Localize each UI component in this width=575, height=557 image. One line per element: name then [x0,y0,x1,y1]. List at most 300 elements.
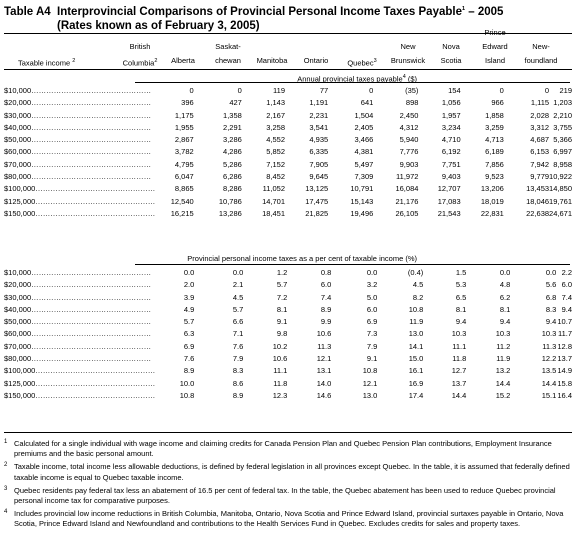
table-cell: 9.4 [561,304,572,314]
table-cell: 11.7 [557,329,572,339]
table-cell: 11.9 [409,317,424,327]
table-cell: 1,203 [553,98,572,108]
table-cell: 15.2 [495,390,511,400]
footnote-text: Calculated for a single individual with wage income and claiming credits for Canada Pension Plan and Quebec Pension Plan contributions, Employment Insurance premiums and the basic personal amount. [14,439,552,459]
table-cell: 8,286 [223,184,242,194]
table-cell: 19,496 [350,208,374,218]
income-label: $10,000………………………………………… [4,86,152,95]
table-cell: 13.0 [362,390,378,400]
table-cell: 12.3 [272,390,288,400]
table-cell: 2,028 [530,110,550,120]
table-cell: 5,366 [553,135,572,145]
table-cell: 898 [405,98,419,108]
footnote [4,486,570,506]
income-label: $70,000………………………………………… [4,341,152,351]
table-cell: 15,143 [350,196,374,206]
table-cell: 4.8 [499,280,511,290]
footnote-text: Includes provincial low income reductions in British Columbia, Manitoba, Ontario, Nova Scotia and Prince Edward Island, provincial surtaxes payable in Ontario, Nova Scotia, Prince Edward Island and Newfoundland and contributions to the Health Services Fund in Quebec. Excludes credits for sales and property taxes. [14,509,564,529]
table-cell: 2,405 [354,122,374,132]
table-cell: 22,638 [526,208,550,218]
table-cell: 4,286 [223,147,242,157]
table-cell: 2,291 [223,122,242,132]
table-cell: 26,105 [395,208,419,218]
taxes-payable-table [4,85,572,220]
table-cell: 0 [544,86,550,95]
table-cell: 10.6 [316,329,332,339]
table-row [4,353,572,365]
table-cell: 11.9 [496,354,511,364]
section1-underline [135,82,570,83]
table-cell: 6.6 [232,317,244,327]
title-footnote-mark: 1 [461,6,466,12]
footnote [4,509,570,529]
table-cell: 16.9 [408,378,424,388]
table-cell: 9,779 [530,172,550,182]
column-header-line: Edward [482,42,508,51]
table-row [4,328,572,340]
column-header-line: Manitoba [256,56,288,65]
table-row [4,304,572,316]
income-label: $150,000………………………………………… [4,208,156,218]
table-cell: 3,259 [485,122,504,132]
table-row [4,341,572,353]
table-cell: 8.3 [545,304,557,314]
table-cell: 7.3 [366,329,378,339]
table-cell: 7,152 [266,159,286,169]
table-cell: 8.9 [183,366,195,376]
table-id: Table A4 [4,5,51,18]
table-cell: 4,935 [309,135,329,145]
table-cell: 15.1 [541,390,557,400]
section1-band [4,72,572,84]
table-cell: 8.9 [232,390,244,400]
table-cell: 1.2 [276,268,288,277]
table-cell: 11.3 [542,341,557,351]
table-cell: 8.9 [320,304,332,314]
table-cell: 12.2 [541,354,557,364]
table-cell: 6,189 [485,147,504,157]
table-cell: 4.5 [412,280,424,290]
income-label: $10,000………………………………………… [4,268,152,277]
table-cell: 1,143 [266,98,286,108]
taxes-percent-table [4,267,572,402]
column-header-line: Columbia$^2$ [122,58,158,68]
table-cell: 2.0 [183,280,195,290]
table-cell: 8,958 [553,159,572,169]
table-cell: 4.5 [232,292,244,302]
table-cell: 0 [499,86,504,95]
income-label: $70,000………………………………………… [4,159,152,169]
table-cell: 10.8 [362,366,378,376]
table-cell: 8.6 [232,378,244,388]
table-cell: (35) [405,86,419,95]
table-cell: 9,903 [399,159,419,169]
table-cell: 14,850 [549,184,572,194]
footnotes [4,439,570,533]
table-cell: 119 [273,86,286,95]
column-header-line: Quebec$^3$ [347,58,377,68]
table-row [4,134,572,146]
row-label-header: Taxable income $^2$ [18,58,76,68]
table-row [4,279,572,291]
column-header-line: foundland [524,56,558,65]
table-cell: 8.1 [499,304,511,314]
table-cell: 1,957 [441,110,461,120]
income-label: $100,000………………………………………… [4,366,156,376]
table-cell: 13,125 [305,184,329,194]
table-cell: 7.9 [366,341,378,351]
table-cell: 6,153 [530,147,550,157]
table-cell: 6,047 [174,172,194,182]
table-cell: 5.6 [545,280,557,290]
footnote-text: Taxable income, total income less allowable deductions, is defined by federal legislation in all provinces except Quebec. In the table, it is assumed that federally defined taxable income is equal to Quebec taxable income. [14,462,570,482]
table-cell: (0.4) [407,268,424,277]
table-cell: 14.4 [495,378,511,388]
footnote [4,462,570,482]
table-row [4,292,572,304]
table-cell: 14.9 [557,366,572,376]
table-cell: 12,707 [437,184,461,194]
table-cell: 22,831 [480,208,504,218]
table-cell: 17.4 [408,390,424,400]
table-cell: 14,701 [262,196,286,206]
table-row [4,183,572,195]
table-cell: 3,286 [223,135,242,145]
table-row [4,267,572,279]
title-year: – 2005 [465,5,504,18]
table-cell: 5.3 [455,280,467,290]
table-cell: 13,453 [526,184,550,194]
column-header-line: British [129,42,151,51]
footnote-mark: 4 [4,509,8,516]
footnote [4,439,570,459]
table-cell: 0.0 [499,268,511,277]
table-cell: 0 [237,86,242,95]
table-cell: 5.7 [276,280,288,290]
section2-underline [135,264,570,265]
table-cell: 8.3 [232,366,244,376]
income-label: $100,000………………………………………… [4,184,156,194]
table-cell: 2.1 [232,280,244,290]
income-label: $125,000………………………………………… [4,378,156,388]
table-row [4,85,572,97]
table-cell: 9.1 [276,317,288,327]
table-cell: 4,795 [174,159,194,169]
table-cell: 9,645 [309,172,329,182]
table-row [4,316,572,328]
table-cell: 7,751 [441,159,461,169]
table-cell: 13.5 [541,366,557,376]
table-cell: 6.9 [366,317,378,327]
table-cell: 7,309 [354,172,374,182]
table-cell: 6.8 [545,292,557,302]
column-header-line: Ontario [303,56,329,65]
table-cell: 7,942 [530,159,550,169]
table-cell: 21,176 [395,196,419,206]
column-header-line: New- [532,42,550,51]
table-cell: 5.7 [232,304,244,314]
footnote-text: Quebec residents pay federal tax less an abatement of 16.5 per cent of federal tax. In the table, the Quebec abatement has been used to reduce Quebec provincial personal income tax for comparative purposes. [14,485,556,506]
table-cell: 4,687 [530,135,550,145]
table-cell: 8.1 [455,304,467,314]
table-cell: 9.4 [455,317,467,327]
table-cell: 396 [181,98,194,108]
table-cell: 8.1 [276,304,288,314]
section2-band [4,254,572,266]
table-row [4,171,572,183]
table-cell: 21,543 [437,208,461,218]
table-cell: 7.2 [276,292,288,302]
table-cell: 9,403 [441,172,461,182]
table-cell: 6.0 [366,304,378,314]
table-cell: 9,523 [485,172,504,182]
table-cell: 9.1 [366,354,378,364]
table-row [4,110,572,122]
table-cell: 13,206 [480,184,504,194]
income-label: $150,000………………………………………… [4,390,156,400]
table-cell: 0 [369,86,374,95]
table-cell: 4,381 [354,147,374,157]
table-cell: 0.8 [320,268,332,277]
table-cell: 13.7 [557,354,572,364]
table-cell: 12,540 [170,196,194,206]
column-header-line: Alberta [171,56,195,65]
table-cell: 1,175 [174,110,194,120]
table-cell: 7,776 [399,147,419,157]
income-label: $20,000………………………………………… [4,280,152,290]
table-cell: 13.1 [316,366,332,376]
table-row [4,196,572,208]
table-cell: 4,552 [266,135,286,145]
table-cell: 7,856 [485,159,504,169]
footnote-mark: 2 [4,462,8,469]
column-header-line: Nova [442,42,460,51]
table-cell: 2,231 [309,110,329,120]
table-cell: 11,972 [396,172,419,182]
table-cell: 427 [229,98,242,108]
income-label: $30,000………………………………………… [4,292,152,302]
table-cell: 16,215 [170,208,194,218]
table-cell: 17,475 [305,196,329,206]
table-cell: 10,922 [549,172,572,182]
table-cell: 6.3 [183,329,195,339]
table-cell: 10.7 [557,317,572,327]
table-cell: 10.3 [451,329,467,339]
table-cell: 16,084 [395,184,419,194]
table-cell: 6.5 [455,292,467,302]
table-cell: 2,210 [553,110,572,120]
table-cell: 0.0 [366,268,378,277]
table-cell: 7.6 [183,354,195,364]
table-cell: 2,867 [174,135,194,145]
income-label: $80,000………………………………………… [4,354,152,364]
table-cell: 13.2 [495,366,511,376]
table-cell: 3,466 [354,135,374,145]
table-cell: 10,791 [350,184,374,194]
header-rule [4,69,572,70]
section2-label: Provincial personal income taxes as a per cent of taxable income (%) [187,254,417,263]
table-cell: 0 [189,86,194,95]
table-subtitle: (Rates known as of February 3, 2005) [57,19,260,32]
table-row [4,146,572,158]
table-cell: 7.6 [232,341,244,351]
table-cell: 6,335 [309,147,329,157]
table-cell: 1,358 [223,110,242,120]
footnote-mark: 1 [4,439,8,445]
section1-label: Annual provincial taxes payable$^4$ ($) [297,74,417,84]
table-row [4,390,572,402]
table-cell: 3,258 [266,122,286,132]
table-row [4,97,572,109]
table-cell: 7.4 [561,292,572,302]
table-cell: 6.0 [320,280,332,290]
table-cell: 1,115 [530,98,550,108]
table-cell: 10.3 [541,329,557,339]
table-cell: 11.2 [496,341,511,351]
column-header-line: Brunswick [390,56,426,65]
table-cell: 4,710 [441,135,461,145]
table-cell: 6,997 [553,147,572,157]
income-label: $80,000………………………………………… [4,172,152,182]
table-cell: 0.0 [183,268,195,277]
table-cell: 3.9 [183,292,195,302]
table-cell: 9.4 [499,317,511,327]
table-cell: 10.2 [272,341,288,351]
table-cell: 7,905 [309,159,329,169]
table-cell: 7.9 [232,354,244,364]
table-cell: 9.4 [545,317,557,327]
table-row [4,378,572,390]
table-cell: 7.4 [320,292,332,302]
table-title-text: Interprovincial Comparisons of Provincial Personal Income Taxes Payable [57,5,462,18]
table-cell: 3,755 [553,122,572,132]
table-title [4,2,503,33]
table-cell: 5,940 [399,135,419,145]
table-cell: 16.1 [408,366,424,376]
table-cell: 19,761 [549,196,572,206]
column-header [511,40,571,68]
table-cell: 11.8 [273,378,288,388]
income-label: $50,000………………………………………… [4,135,152,145]
table-cell: 13,286 [218,208,242,218]
table-cell: 0.0 [545,268,557,277]
income-label: $40,000………………………………………… [4,304,152,314]
table-cell: 4,312 [399,122,419,132]
table-cell: 11.1 [452,341,467,351]
table-cell: 4.9 [183,304,195,314]
table-cell: 10.6 [272,354,288,364]
table-cell: 12.1 [362,378,378,388]
table-cell: 13.7 [451,378,467,388]
table-cell: 18,046 [526,196,550,206]
table-cell: 1,955 [174,122,194,132]
table-cell: 17,083 [437,196,461,206]
table-row [4,159,572,171]
table-cell: 10.3 [495,329,511,339]
income-label: $50,000………………………………………… [4,317,152,327]
table-cell: 11,052 [262,184,286,194]
table-cell: 2,167 [266,110,286,120]
table-cell: 3,782 [174,147,194,157]
table-cell: 9.9 [320,317,332,327]
table-cell: 641 [360,98,374,108]
table-cell: 1,504 [354,110,374,120]
table-cell: 14.1 [408,341,424,351]
income-label: $60,000………………………………………… [4,329,152,339]
table-cell: 154 [448,86,461,95]
table-cell: 11.1 [273,366,288,376]
table-cell: 5,497 [354,159,374,169]
bottom-rule [4,432,572,433]
table-cell: 966 [491,98,504,108]
table-cell: 6.0 [561,280,572,290]
income-label: $30,000………………………………………… [4,110,152,120]
table-cell: 12.8 [557,341,572,351]
table-cell: 6,192 [441,147,461,157]
table-cell: 15.0 [408,354,424,364]
table-cell: 14.4 [541,378,557,388]
table-cell: 5.7 [183,317,195,327]
table-cell: 11.8 [452,354,467,364]
income-label: $125,000………………………………………… [4,196,156,206]
table-cell: 77 [319,86,329,95]
table-cell: 14.6 [316,390,332,400]
table-row [4,365,572,377]
table-cell: 6.2 [499,292,511,302]
column-header-line: Saskat- [215,42,241,51]
table-row [4,208,572,220]
table-cell: 18,019 [480,196,504,206]
table-cell: 2,450 [399,110,419,120]
column-header-line: Scotia [440,56,462,65]
table-cell: 6.9 [183,341,195,351]
table-cell: 8,452 [266,172,286,182]
income-label: $60,000………………………………………… [4,147,152,157]
table-cell: 2.2 [561,268,572,277]
table-cell: 11.3 [317,341,332,351]
table-cell: 10.0 [179,378,195,388]
table-cell: 1,056 [441,98,461,108]
table-cell: 3,312 [530,122,550,132]
table-cell: 10.8 [408,304,424,314]
income-label: $40,000………………………………………… [4,122,152,132]
table-cell: 21,825 [305,208,329,218]
table-cell: 1,858 [485,110,504,120]
table-cell: 4,713 [485,135,504,145]
column-header-line: New [400,42,416,51]
table-cell: 219 [559,86,572,95]
table-cell: 5,852 [266,147,286,157]
table-cell: 3,541 [309,122,329,132]
table-cell: 24,671 [549,208,572,218]
table-cell: 8.2 [412,292,424,302]
table-cell: 10,786 [218,196,242,206]
table-cell: 12.7 [451,366,467,376]
table-cell: 3.2 [366,280,378,290]
table-cell: 16.4 [557,390,572,400]
table-cell: 13.0 [408,329,424,339]
table-cell: 6,286 [223,172,242,182]
table-cell: 18,451 [262,208,286,218]
table-cell: 1,191 [309,98,329,108]
table-cell: 9.8 [276,329,288,339]
table-cell: 7.1 [232,329,244,339]
table-cell: 14.0 [316,378,332,388]
column-header-line: Prince [484,28,506,37]
table-cell: 1.5 [455,268,467,277]
table-cell: 5.0 [366,292,378,302]
footnote-mark: 3 [4,485,8,492]
